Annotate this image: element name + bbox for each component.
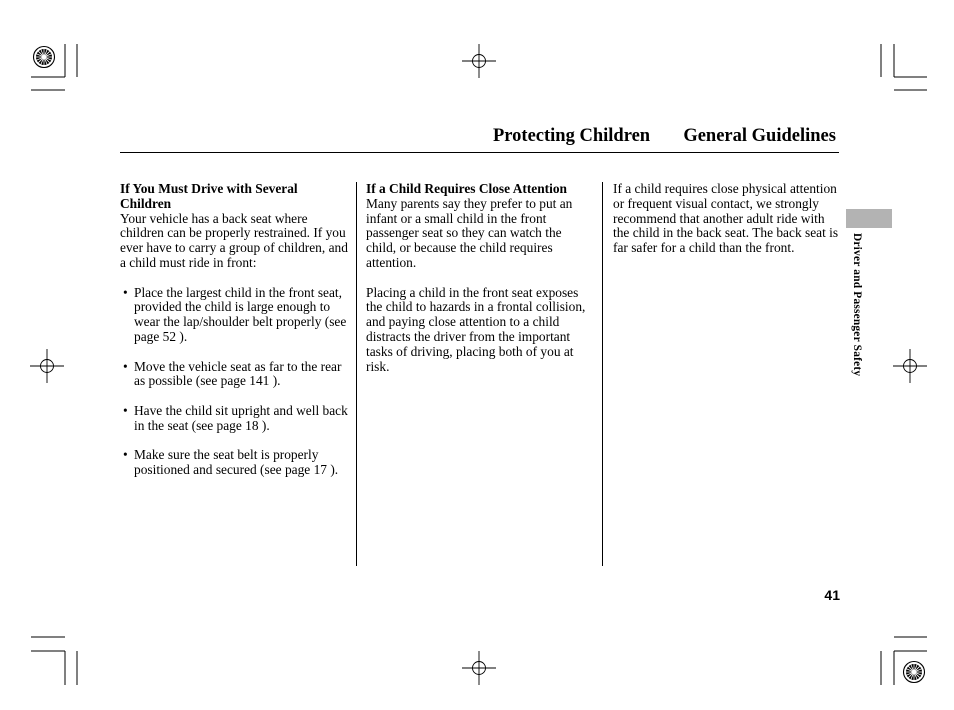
header-rule (120, 152, 839, 153)
section-title: Protecting Children (493, 126, 651, 146)
section-tab-label: Driver and Passenger Safety (851, 233, 863, 377)
list-item: • Place the largest child in the front seat, provided the child is large enough to wear the lap/shoulder belt properly (see page 52 ). (120, 286, 348, 345)
list-item: • Have the child sit upright and well back in the seat (see page 18 ). (120, 404, 348, 434)
paragraph: Many parents say they prefer to put an infant or a small child in the front passenger seat so they can watch the child, or because the child requires attention. (366, 195, 573, 270)
paragraph: Placing a child in the front seat exposes the child to hazards in a frontal collision, and paying close attention to a child distracts the driver from the important tasks of driving, placing both of you at risk. (366, 284, 586, 374)
column-several-children (120, 182, 348, 493)
list-item: • Move the vehicle seat as far to the rear as possible (see page 141 ). (120, 360, 348, 390)
paragraph: If a child requires close physical attention or frequent visual contact, we strongly recommend that another adult ride with the child in the back seat. The back seat is far safer for a child than the front. (613, 181, 839, 256)
column-close-attention (366, 182, 594, 374)
column-divider (602, 182, 603, 566)
paragraph: Your vehicle has a back seat where children can be properly restrained. If you ever have to carry a group of children, and a child must ride in front: (120, 210, 348, 270)
section-tab-marker (846, 209, 892, 228)
column-heading: If You Must Drive with Several Children (120, 181, 298, 211)
page-number: 41 (824, 587, 840, 603)
list-item: • Make sure the seat belt is properly positioned and secured (see page 17 ). (120, 448, 348, 478)
column-divider (356, 182, 357, 566)
column-recommendation (613, 182, 841, 256)
subsection-title: General Guidelines (683, 126, 836, 146)
column-heading: If a Child Requires Close Attention (366, 181, 567, 196)
page-header (493, 126, 836, 147)
bullet-list (120, 286, 348, 478)
